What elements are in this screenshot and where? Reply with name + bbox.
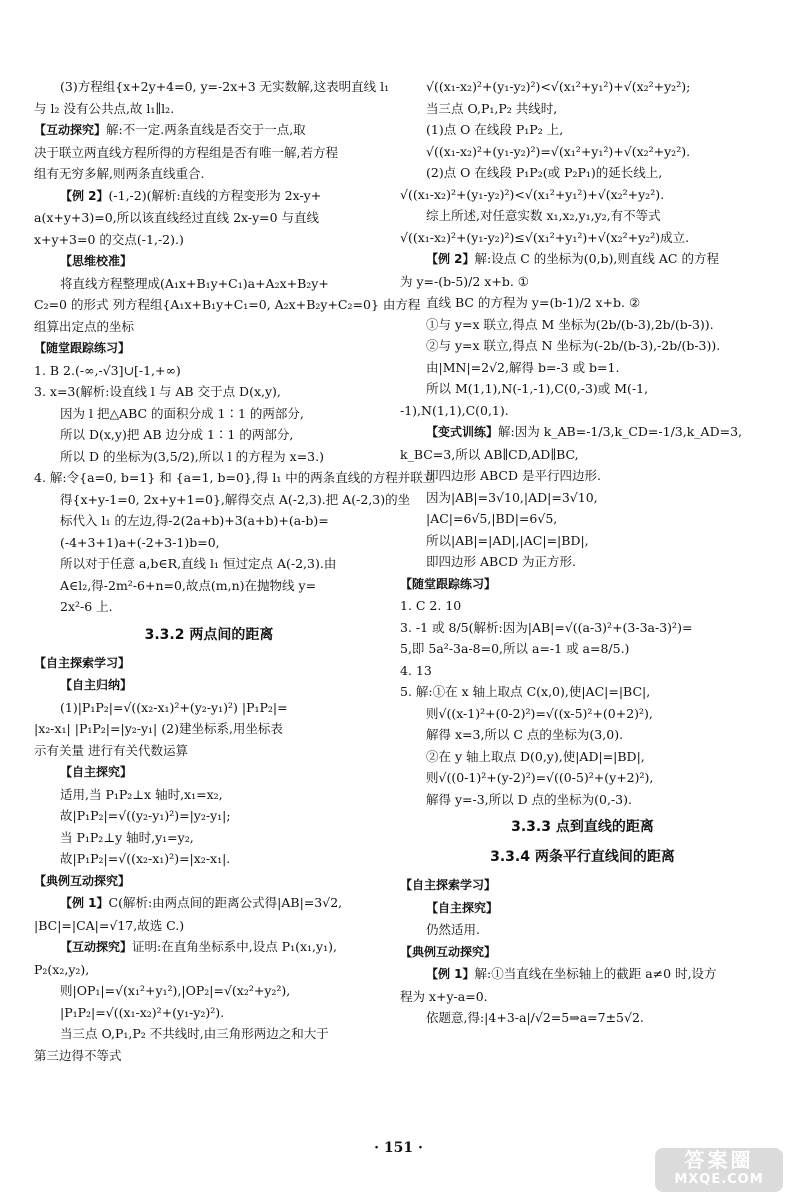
line-text: |x₂-x₁| |P₁P₂|=|y₂-y₁| (2)建坐标系,用坐标表 <box>34 721 283 736</box>
section-tag: 【例 1】 <box>426 967 475 981</box>
text-line <box>34 718 384 740</box>
text-line <box>34 294 421 316</box>
line-text: 组算出定点的坐标 <box>34 318 135 334</box>
section-tag: 【互动探究】 <box>34 123 107 137</box>
text-line <box>34 674 384 697</box>
right-text-block-a <box>400 76 765 810</box>
text-line <box>400 681 765 703</box>
text-line <box>400 530 765 552</box>
text-line <box>34 915 384 937</box>
line-text: 第三边得不等式 <box>34 1047 122 1063</box>
line-text: (2)点 O 在线段 P₁P₂(或 P₂P₁)的延长线上, <box>426 165 663 180</box>
text-line <box>34 489 411 511</box>
text-line <box>34 784 384 806</box>
text-line <box>400 919 765 941</box>
text-line <box>400 986 765 1008</box>
text-line <box>34 163 384 185</box>
text-line <box>400 227 765 249</box>
section-tag: 【例 1】 <box>60 896 109 910</box>
text-line <box>34 250 384 273</box>
text-line <box>34 740 384 762</box>
text-line <box>400 789 765 811</box>
text-line <box>400 271 765 293</box>
line-text: 仍然适用. <box>426 922 480 937</box>
line-text: |BC|=|CA|=√17,故选 C.) <box>34 917 185 933</box>
line-text: 综上所述,对任意实数 x₁,x₂,y₁,y₂,有不等式 <box>426 208 661 223</box>
text-line <box>34 119 384 142</box>
section-tag: 【自主探究】 <box>426 900 499 915</box>
line-text: 当三点 O,P₁,P₂ 共线时, <box>426 100 558 116</box>
text-line <box>34 553 384 575</box>
line-text: ②在 y 轴上取点 D(0,y),使|AD|=|BD|, <box>426 748 645 764</box>
line-text: 3. -1 或 8/5(解析:因为|AB|=√((a-3)²+(3-3a-3)²)= <box>400 619 693 635</box>
line-text: √((x₁-x₂)²+(y₁-y₂)²)≤√(x₁²+y₁²)+√(x₂²+y₂²)成立. <box>400 229 690 245</box>
line-text: 当三点 O,P₁,P₂ 不共线时,由三角形两边之和大于 <box>60 1026 329 1041</box>
text-line <box>400 487 765 509</box>
line-text: 直线 BC 的方程为 y=(b-1)/2 x+b. ② <box>426 295 641 310</box>
text-line <box>34 510 384 532</box>
left-text-block-b <box>34 652 384 1067</box>
text-line <box>34 892 384 915</box>
text-line <box>34 273 384 295</box>
text-line <box>400 595 765 617</box>
text-line <box>400 162 765 184</box>
text-line <box>400 617 765 639</box>
line-text: 所以 D(x,y)把 AB 边分成 1∶1 的两部分, <box>60 427 294 442</box>
text-line <box>34 185 384 208</box>
line-text: 解得 y=-3,所以 D 点的坐标为(0,-3). <box>426 791 632 807</box>
text-line <box>34 424 384 446</box>
text-line <box>34 596 384 618</box>
text-line <box>400 98 765 120</box>
text-line <box>34 870 384 893</box>
text-line <box>400 141 765 163</box>
watermark-logo <box>655 1148 783 1192</box>
text-line <box>400 724 765 746</box>
text-line <box>34 207 384 229</box>
text-line <box>34 403 384 425</box>
text-line <box>34 76 390 98</box>
text-line <box>400 76 765 98</box>
section-title-3-3-3: 3.3.3 点到直线的距离 <box>511 819 654 835</box>
section-tag: 【互动探究】 <box>60 940 133 954</box>
text-line <box>34 848 384 870</box>
text-line <box>400 248 765 271</box>
line-text: 则√((0-1)²+(y-2)²)=√((0-5)²+(y+2)²), <box>426 770 654 785</box>
line-text: 与 l₂ 没有公共点,故 l₁∥l₂. <box>34 100 175 116</box>
section-tag: 【典例互动探究】 <box>400 944 497 959</box>
text-line <box>34 142 384 164</box>
line-text: 所以对于任意 a,b∈R,直线 l₁ 恒过定点 A(-2,3).由 <box>60 556 337 571</box>
line-text: 故|P₁P₂|=√((x₂-x₁)²)=|x₂-x₁|. <box>60 851 231 866</box>
line-text: ②与 y=x 联立,得点 N 坐标为(-2b/(b-3),-2b/(b-3)). <box>426 338 721 353</box>
line-text: 即四边形 ABCD 是平行四边形. <box>426 468 601 483</box>
line-text: (3)方程组{x+2y+4=0, y=-2x+3 无实数解,这表明直线 l₁ <box>60 79 390 94</box>
line-text: 则√((x-1)²+(0-2)²)=√((x-5)²+(0+2)²), <box>426 705 653 721</box>
text-line <box>400 357 765 379</box>
line-text: √((x₁-x₂)²+(y₁-y₂)²)<√(x₁²+y₁²)+√(x₂²+y₂²); <box>426 79 691 94</box>
text-line <box>400 874 765 897</box>
section-tag: 【思维校准】 <box>60 254 133 268</box>
line-text: 则|OP₁|=√(x₁²+y₁²),|OP₂|=√(x₂²+y₂²), <box>60 983 291 998</box>
line-text: |AC|=6√5,|BD|=6√5, <box>426 511 558 526</box>
text-line <box>400 314 765 336</box>
line-text: 解:①当直线在坐标轴上的截距 a≠0 时,设方 <box>474 966 717 981</box>
section-tag: 【自主归纳】 <box>60 678 133 692</box>
section-tag: 【随堂跟踪练习】 <box>34 341 131 355</box>
watermark-bottom-text: MXQE.COM <box>674 1172 764 1187</box>
text-line <box>400 703 765 725</box>
line-text: 1. B 2.(-∞,-√3]∪[-1,+∞) <box>34 362 181 378</box>
text-line <box>400 378 765 400</box>
text-line <box>34 575 384 597</box>
line-text: 4. 13 <box>400 662 432 678</box>
line-text: |P₁P₂|=√((x₁-x₂)²+(y₁-y₂)²). <box>60 1004 225 1020</box>
text-line <box>400 508 765 530</box>
section-tag: 【自主探究】 <box>60 765 133 779</box>
section-tag: 【典例互动探究】 <box>34 873 131 888</box>
section-tag: 【例 2】 <box>426 252 475 266</box>
text-line <box>34 467 436 489</box>
line-text: ①与 y=x 联立,得点 M 坐标为(2b/(b-3),2b/(b-3)). <box>426 316 714 332</box>
line-text: P₂(x₂,y₂), <box>34 961 90 977</box>
line-text: 所以 D 的坐标为(3,5/2),所以 l 的方程为 x=3.) <box>60 448 324 464</box>
line-text: k_BC=3,所以 AB∥CD,AD∥BC, <box>400 446 579 462</box>
text-line <box>400 551 765 573</box>
text-line <box>400 421 765 444</box>
text-line <box>34 761 384 784</box>
line-text: 1. C 2. 10 <box>400 598 462 613</box>
line-text: 程为 x+y-a=0. <box>400 988 488 1004</box>
line-text: 故|P₁P₂|=√((y₂-y₁)²)=|y₂-y₁|; <box>60 808 231 823</box>
text-line <box>400 119 765 141</box>
line-text: -1),N(1,1),C(0,1). <box>400 402 509 418</box>
line-text: √((x₁-x₂)²+(y₁-y₂)²)<√(x₁²+y₁²)+√(x₂²+y₂²). <box>400 186 665 202</box>
line-text: A∈l₂,得-2m²-6+n=0,故点(m,n)在抛物线 y= <box>60 577 317 593</box>
line-text: (1)点 O 在线段 P₁P₂ 上, <box>426 122 564 137</box>
line-text: 5,即 5a²-3a-8=0,所以 a=-1 或 a=8/5.) <box>400 641 630 656</box>
text-line <box>34 980 384 1002</box>
text-line <box>400 444 765 466</box>
line-text: C₂=0 的形式 列方程组{A₁x+B₁y+C₁=0, A₂x+B₂y+C₂=0} 由方程 <box>34 297 421 312</box>
line-text: 由|MN|=2√2,解得 b=-3 或 b=1. <box>426 359 620 375</box>
text-line <box>34 1023 384 1045</box>
text-line <box>34 827 384 849</box>
section-tag: 【自主探索学习】 <box>400 878 497 892</box>
line-text: 得{x+y-1=0, 2x+y+1=0},解得交点 A(-2,3).把 A(-2,3)的坐 <box>60 491 411 507</box>
section-title-3-3-2: 3.3.2 两点间的距离 <box>144 626 274 643</box>
line-text: (-1,-2)(解析:直线的方程变形为 2x-y+ <box>108 187 322 203</box>
line-text: 决于联立两直线方程所得的方程组是否有唯一解,若方程 <box>34 144 338 160</box>
section-tag: 【自主探索学习】 <box>34 655 131 670</box>
text-line <box>400 465 765 487</box>
section-tag: 【随堂跟踪练习】 <box>400 576 497 591</box>
text-line <box>34 959 384 981</box>
line-text: 因为|AB|=3√10,|AD|=3√10, <box>426 489 598 505</box>
text-line <box>34 381 384 403</box>
text-line <box>400 205 765 227</box>
text-line <box>400 1007 765 1029</box>
section-tag: 【变式训练】 <box>426 425 499 439</box>
line-text: 2x²-6 上. <box>60 599 113 614</box>
text-line <box>400 941 765 964</box>
line-text: (1)|P₁P₂|=√((x₂-x₁)²+(y₂-y₁)²) |P₁P₂|= <box>60 699 288 715</box>
section-title-3-3-4: 3.3.4 两条平行直线间的距离 <box>490 849 675 865</box>
text-line <box>400 184 765 206</box>
line-text: √((x₁-x₂)²+(y₁-y₂)²)=√(x₁²+y₁²)+√(x₂²+y₂²). <box>426 143 691 159</box>
text-line <box>34 805 384 827</box>
line-text: 解:不一定.两条直线是否交于一点,取 <box>106 122 306 137</box>
line-text: 将直线方程整理成(A₁x+B₁y+C₁)a+A₂x+B₂y+ <box>60 275 329 291</box>
line-text: 所以 M(1,1),N(-1,-1),C(0,-3)或 M(-1, <box>426 381 649 396</box>
text-line <box>34 1045 384 1067</box>
line-text: 证明:在直角坐标系中,设点 P₁(x₁,y₁), <box>132 939 337 954</box>
text-line <box>34 652 384 675</box>
text-line <box>34 1002 384 1024</box>
line-text: 即四边形 ABCD 为正方形. <box>426 554 576 569</box>
text-line <box>34 936 384 959</box>
line-text: C(解析:由两点间的距离公式得|AB|=3√2, <box>108 895 343 910</box>
line-text: 依题意,得:|4+3-a|/√2=5⇒a=7±5√2. <box>426 1010 644 1025</box>
line-text: 解:设点 C 的坐标为(0,b),则直线 AC 的方程 <box>474 251 719 266</box>
text-line <box>34 360 384 382</box>
text-line <box>400 963 765 986</box>
line-text: x+y+3=0 的交点(-1,-2).) <box>34 231 184 247</box>
text-line <box>400 292 765 314</box>
text-line <box>400 767 765 789</box>
text-line <box>400 746 765 768</box>
line-text: 4. 解:令{a=0, b=1} 和 {a=1, b=0},得 l₁ 中的两条直线的方程并联立 <box>34 470 436 485</box>
line-text: a(x+y+3)=0,所以该直线经过直线 2x-y=0 与直线 <box>34 210 320 225</box>
line-text: 因为 l 把△ABC 的面积分成 1∶1 的两部分, <box>60 405 304 421</box>
line-text: 解得 x=3,所以 C 点的坐标为(3,0). <box>426 727 624 742</box>
right-text-block-b <box>400 874 765 1029</box>
text-line <box>400 573 765 596</box>
page-number: · 151 · <box>374 1140 423 1156</box>
text-line <box>400 400 765 422</box>
section-tag: 【例 2】 <box>60 188 109 203</box>
text-line <box>34 316 384 338</box>
text-line <box>34 532 384 554</box>
line-text: 为 y=-(b-5)/2 x+b. ① <box>400 273 529 289</box>
line-text: 5. 解:①在 x 轴上取点 C(x,0),使|AC|=|BC|, <box>400 684 651 699</box>
text-line <box>34 446 384 468</box>
right-column <box>400 76 765 1029</box>
text-line <box>400 335 765 357</box>
watermark-top-text: 答案圈 <box>684 1148 754 1172</box>
line-text: 组有无穷多解,则两条直线重合. <box>34 166 205 181</box>
line-text: 示有关量 进行有关代数运算 <box>34 742 188 758</box>
text-line <box>34 229 384 251</box>
text-line <box>34 697 384 719</box>
line-text: 所以|AB|=|AD|,|AC|=|BD|, <box>426 532 589 548</box>
line-text: 当 P₁P₂⊥y 轴时,y₁=y₂, <box>60 829 194 845</box>
text-line <box>400 638 765 660</box>
text-line <box>34 98 384 120</box>
text-line <box>400 660 765 682</box>
text-line <box>400 897 765 920</box>
line-text: (-4+3+1)a+(-2+3-1)b=0, <box>60 534 220 550</box>
line-text: 3. x=3(解析:设直线 l 与 AB 交于点 D(x,y), <box>34 384 281 399</box>
text-line <box>34 337 384 360</box>
line-text: 适用,当 P₁P₂⊥x 轴时,x₁=x₂, <box>60 786 223 802</box>
line-text: 标代入 l₁ 的左边,得-2(2a+b)+3(a+b)+(a-b)= <box>60 513 329 528</box>
line-text: 解:因为 k_AB=-1/3,k_CD=-1/3,k_AD=3, <box>498 424 742 439</box>
